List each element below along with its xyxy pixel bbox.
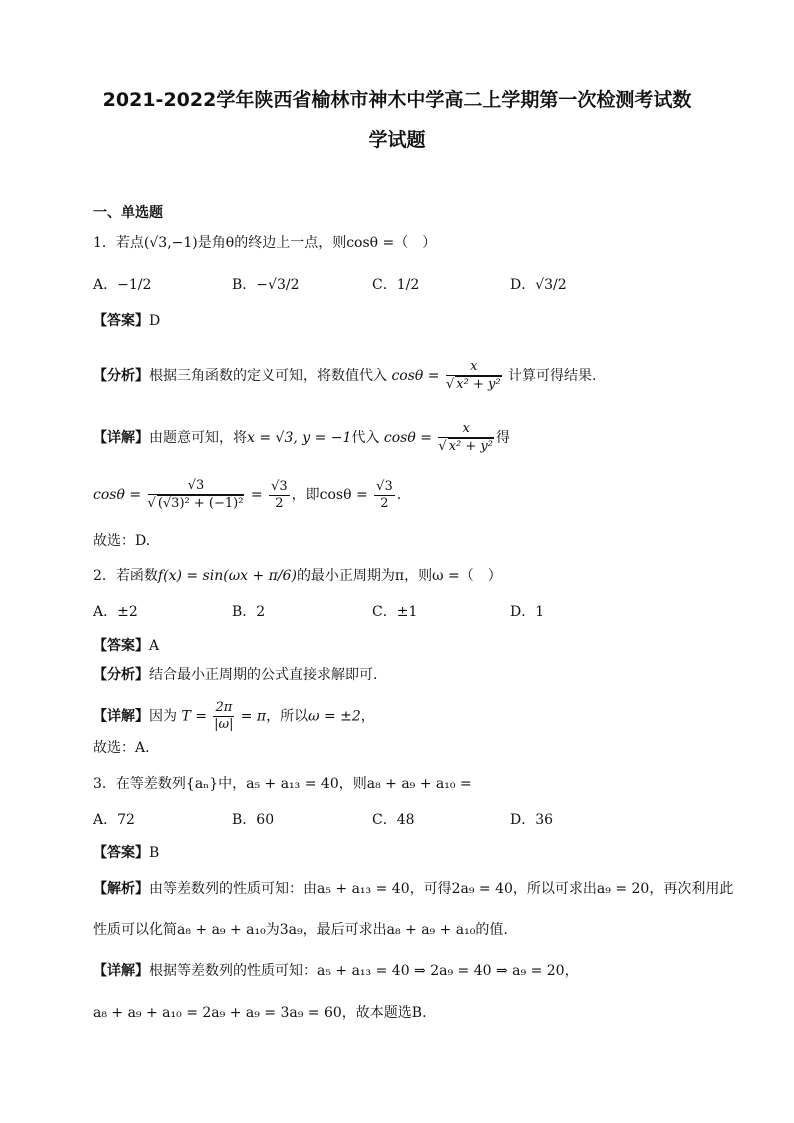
q1-detail-text: 由题意可知，将 <box>149 430 247 446</box>
q1-detail: 【详解】由题意可知，将x = √3, y = −1代入 cosθ = $\frac{x}{\text{√ x² + y²}}$ 得 <box>93 421 510 454</box>
q3-answer-tag: 【答案】 <box>93 845 149 861</box>
q3-analysis-tag: 【解析】 <box>93 881 149 897</box>
q2-choice: 故选：A. <box>93 740 150 756</box>
q2-answer-value: A <box>149 638 160 654</box>
q1-formula-frac: $\frac{x}{\text{√ x² + y²}}$ <box>445 359 501 392</box>
q1-answer-tag: 【答案】 <box>93 313 149 329</box>
q3-answer <box>93 843 159 863</box>
q2-detail-end: ， <box>360 708 375 725</box>
q2-detail: 【详解】因为 T = $\frac{2\pi}{|\omega|}$ = π，所以ω = ±2， <box>93 700 375 732</box>
q1-analysis-tag: 【分析】 <box>93 368 149 384</box>
q2-stem-pre: 2．若函数 <box>93 568 158 584</box>
q1-detail-tag: 【详解】 <box>93 430 149 446</box>
q2-stem <box>93 566 502 586</box>
q1-detail-mid: 代入 <box>351 430 380 446</box>
q2-answer-tag: 【答案】 <box>93 638 149 654</box>
q1-detail-sub: x = √3, y = −1 <box>247 430 352 446</box>
q2-detail-mid: ，所以 <box>266 708 309 725</box>
title-line-1: 2021-2022学年陕西省榆林市神木中学高二上学期第一次检测考试数 <box>102 89 692 111</box>
q1-choice: 故选：D. <box>93 533 151 549</box>
q1-stem-pre: 1．若点 <box>93 235 144 251</box>
q1-option-d: D．√3/2 <box>510 277 567 293</box>
q3-answer-value: B <box>149 845 160 861</box>
q3-option-d: D．36 <box>510 812 554 828</box>
q3-option-c: C．48 <box>372 812 415 828</box>
q2-detail-res: ω = ±2 <box>308 708 361 725</box>
q1-stem-point: (√3,−1) <box>143 235 198 251</box>
q1-option-a: A．−1/2 <box>93 277 152 293</box>
q3-detail-line-1 <box>93 961 579 981</box>
q1-stem <box>93 233 436 253</box>
q2-option-b: B．2 <box>232 604 266 620</box>
q1-result: cosθ = $\frac{√3}{\text{√ (√3)² + (−1)²}}$ = $\frac{√3}{2}$ ，即cosθ = $\frac{√3}{2}$ . <box>93 478 402 511</box>
q3-detail-tag: 【详解】 <box>93 963 149 979</box>
q3-detail-line-2: a₈ + a₉ + a₁₀ = 2a₉ + a₉ = 3a₉ = 60，故本题选B. <box>93 1005 427 1021</box>
q3-option-a: A．72 <box>93 812 135 828</box>
q1-analysis: 【分析】根据三角函数的定义可知，将数值代入 cosθ = $\frac{x}{\text{√ x² + y²}}$ 计算可得结果. <box>93 359 597 392</box>
q2-analysis-text: 结合最小正周期的公式直接求解即可. <box>149 667 378 683</box>
q3-analysis-line-2: 性质可以化简a₈ + a₉ + a₁₀为3a₉，最后可求出a₈ + a₉ + a₁₀的值. <box>93 922 508 938</box>
q2-analysis-tag: 【分析】 <box>93 667 149 683</box>
q1-analysis-tail: 计算可得结果. <box>508 368 597 384</box>
q3-stem: 3．在等差数列{aₙ}中，a₅ + a₁₃ = 40，则a₈ + a₉ + a₁₀ = <box>93 776 472 792</box>
q1-stem-mid: 是角θ的终边上一点，则cosθ =（ ） <box>197 235 437 251</box>
q1-detail-tail: 得 <box>495 430 510 446</box>
q2-answer <box>93 636 159 656</box>
q3-option-b: B．60 <box>232 812 275 828</box>
q1-result-end: . <box>396 487 402 503</box>
section-heading: 一、单选题 <box>93 205 163 221</box>
q2-stem-mid: 的最小正周期为π，则ω =（ ） <box>296 568 502 584</box>
q1-analysis-text: 根据三角函数的定义可知，将数值代入 <box>149 368 387 384</box>
q2-option-c: C．±1 <box>372 604 418 620</box>
q1-result-frac3: $\frac{√3}{2}$ <box>376 478 393 511</box>
q3-analysis-text-1: 由等差数列的性质可知：由a₅ + a₁₃ = 40，可得2a₉ = 40，所以可求出a₉ = 20，再次利用此 <box>149 881 734 897</box>
q2-option-a: A．±2 <box>93 604 138 620</box>
q1-option-c: C．1/2 <box>372 277 420 293</box>
q2-detail-pre: 因为 <box>149 708 177 725</box>
q2-option-d: D．1 <box>510 604 545 620</box>
q2-period-frac: $\frac{2\pi}{|\omega|}$ <box>214 700 234 732</box>
q1-detail-frac: $\frac{x}{\text{√ x² + y²}}$ <box>438 421 493 454</box>
q2-analysis <box>93 665 377 685</box>
q1-result-tail: ，即cosθ = <box>291 487 368 503</box>
q1-result-frac: $\frac{√3}{\text{√ (√3)² + (−1)²}}$ <box>147 478 244 511</box>
q3-detail-text-1: 根据等差数列的性质可知：a₅ + a₁₃ = 40 ⇒ 2a₉ = 40 ⇒ a₉ = 20， <box>149 963 579 979</box>
q2-detail-tag: 【详解】 <box>93 708 149 725</box>
q1-answer-value: D <box>149 313 161 329</box>
q1-answer <box>93 311 160 331</box>
q2-stem-func: f(x) = sin(ωx + π/6) <box>157 568 297 584</box>
q3-analysis-line-1 <box>93 879 733 899</box>
title-line-2: 学试题 <box>368 129 426 151</box>
q1-result-frac2: $\frac{√3}{2}$ <box>271 478 288 511</box>
q1-option-b: B．−√3/2 <box>232 277 300 293</box>
